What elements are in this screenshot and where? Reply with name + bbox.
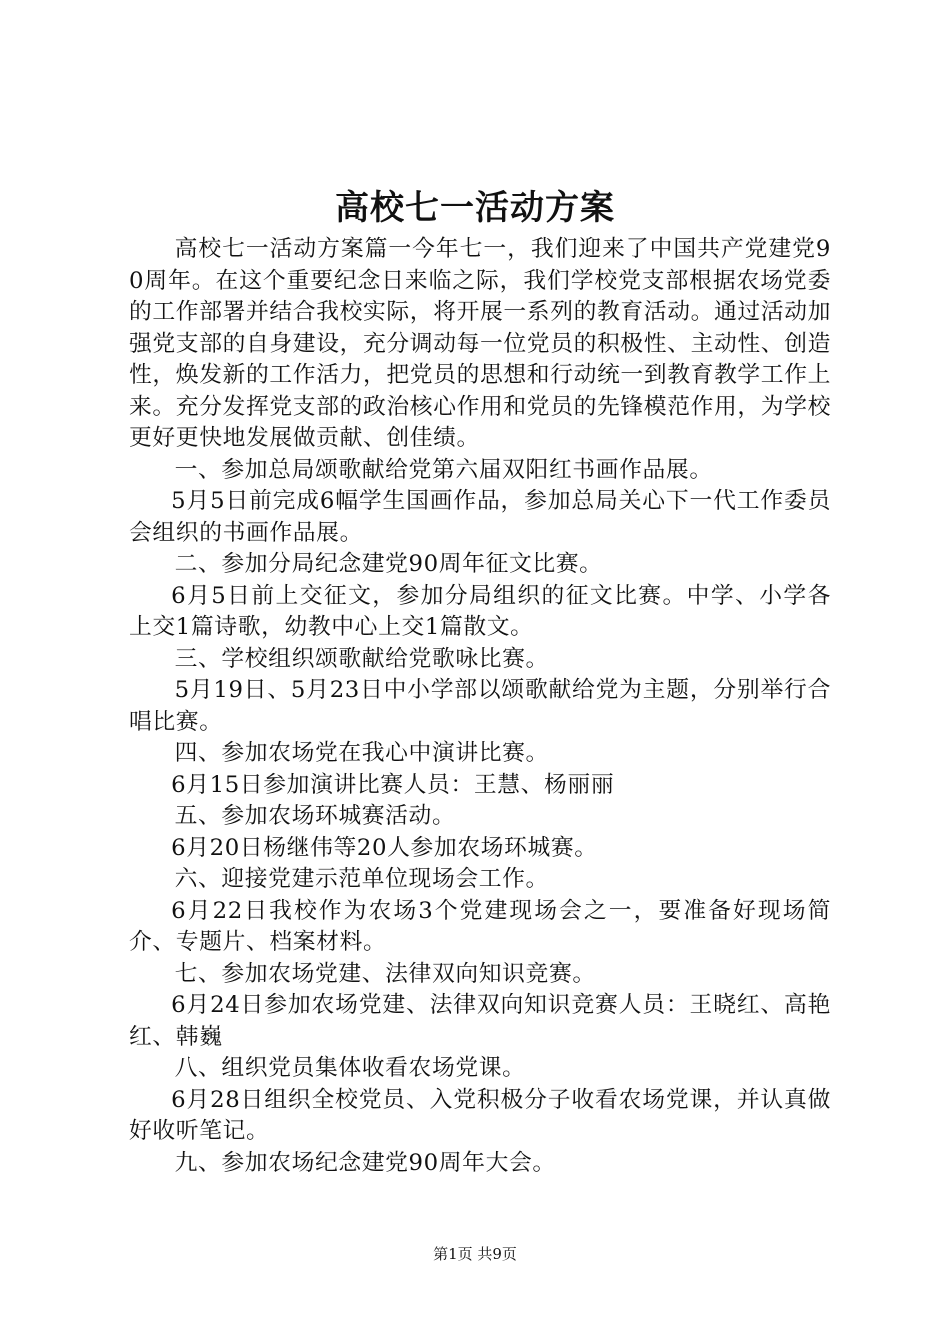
section-heading-8: 八、组织党员集体收看农场党课。: [174, 1055, 526, 1081]
section-detail-8: 6月28日组织全校党员、入党积极分子收看农场党课，并认真做好收听笔记。: [129, 1086, 831, 1144]
page-footer: 第1页 共9页: [433, 1245, 517, 1263]
section-detail-2: 6月5日前上交征文，参加分局组织的征文比赛。中学、小学各上交1篇诗歌，幼教中心上交1篇散文。: [129, 582, 831, 640]
paragraph-intro: 高校七一活动方案篇一今年七一，我们迎来了中国共产党建党90周年。在这个重要纪念日来临之际，我们学校党支部根据农场党委的工作部署并结合我校实际，将开展一系列的教育活动。通过活动加强党支部的自身建设，充分调动每一位党员的积极性、主动性、创造性，焕发新的工作活力，把党员的思想和行动统一到教育教学工作上来。充分发挥党支部的政治核心作用和党员的先锋模范作用，为学校更好更快地发展做贡献、创佳绩。: [129, 236, 831, 451]
section-heading-1: 一、参加总局颂歌献给党第六届双阳红书画作品展。: [174, 456, 713, 483]
section-detail-1: 5月5日前完成6幅学生国画作品，参加总局关心下一代工作委员会组织的书画作品展。: [129, 488, 831, 546]
section-heading-7: 七、参加农场党建、法律双向知识竞赛。: [174, 960, 596, 987]
document-body: [129, 234, 831, 1179]
section-detail-7: 6月24日参加农场党建、法律双向知识竞赛人员：王晓红、高艳红、韩巍: [129, 992, 831, 1050]
section-detail-4: 6月15日参加演讲比赛人员：王慧、杨丽丽: [171, 771, 615, 798]
section-detail-5: 6月20日杨继伟等20人参加农场环城赛。: [171, 834, 598, 861]
document-title: 高校七一活动方案: [335, 188, 615, 228]
section-heading-6: 六、迎接党建示范单位现场会工作。: [174, 866, 549, 892]
section-heading-2: 二、参加分局纪念建党90周年征文比赛。: [174, 551, 603, 577]
section-detail-3: 5月19日、5月23日中小学部以颂歌献给党为主题，分别举行合唱比赛。: [129, 677, 831, 735]
section-heading-5: 五、参加农场环城赛活动。: [174, 803, 456, 829]
section-heading-3: 三、学校组织颂歌献给党歌咏比赛。: [174, 645, 549, 672]
section-heading-9: 九、参加农场纪念建党90周年大会。: [174, 1149, 556, 1176]
section-detail-6: 6月22日我校作为农场3个党建现场会之一，要准备好现场简介、专题片、档案材料。: [129, 897, 831, 955]
section-heading-4: 四、参加农场党在我心中演讲比赛。: [174, 740, 549, 766]
